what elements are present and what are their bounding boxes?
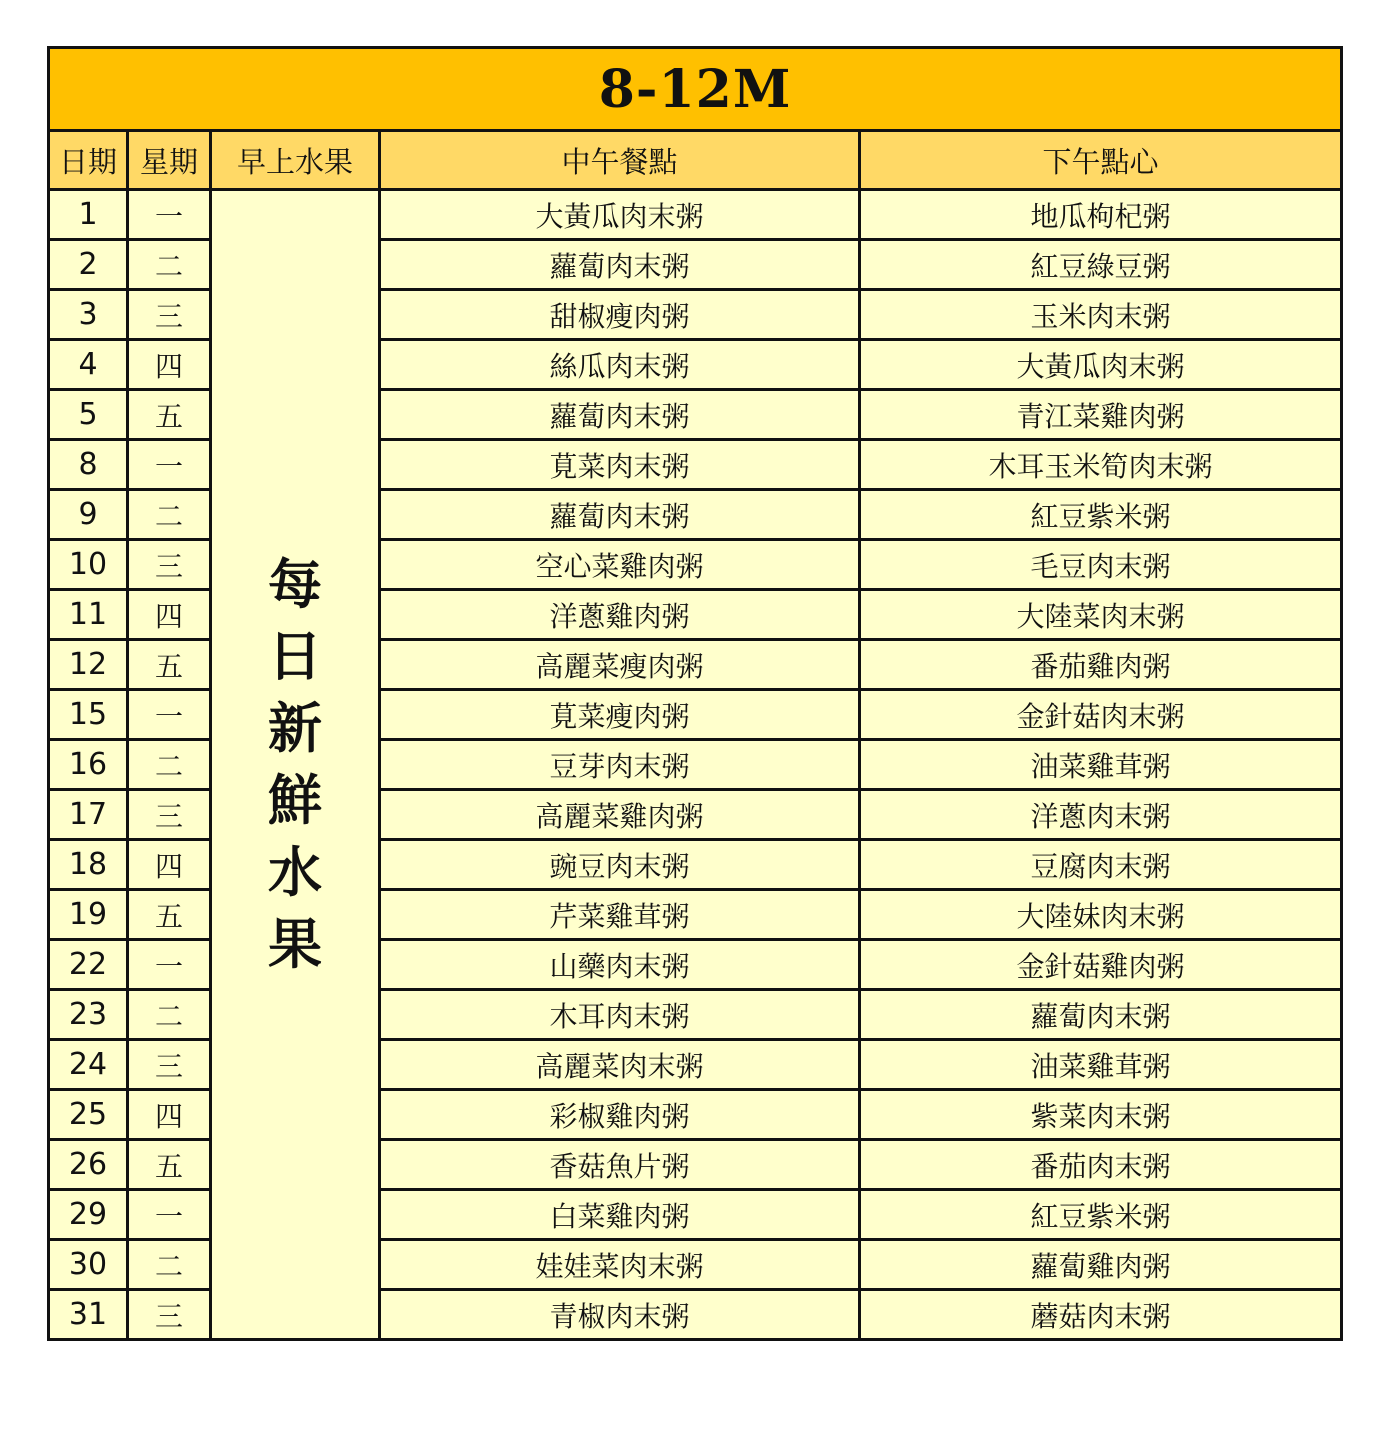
weekday-cell: 三 [128,1040,211,1090]
weekday-cell: 一 [128,1190,211,1240]
morning-fruit-cell [211,190,380,1340]
lunch-cell: 高麗菜瘦肉粥 [380,640,860,690]
date-cell: 10 [49,540,128,590]
morning-fruit-text: 每日新鮮水果 [268,552,322,976]
snack-cell: 紅豆綠豆粥 [860,240,1342,290]
weekday-cell: 二 [128,490,211,540]
snack-cell: 地瓜枸杞粥 [860,190,1342,240]
snack-cell: 豆腐肉末粥 [860,840,1342,890]
date-cell: 26 [49,1140,128,1190]
date-cell: 18 [49,840,128,890]
menu-title: 8-12M [49,48,1342,131]
lunch-cell: 山藥肉末粥 [380,940,860,990]
table-row [49,190,1342,240]
lunch-cell: 空心菜雞肉粥 [380,540,860,590]
date-cell: 2 [49,240,128,290]
snack-cell: 洋蔥肉末粥 [860,790,1342,840]
snack-cell: 木耳玉米筍肉末粥 [860,440,1342,490]
header-lunch: 中午餐點 [380,131,860,190]
header-row [49,131,1342,190]
lunch-cell: 大黃瓜肉末粥 [380,190,860,240]
lunch-cell: 青椒肉末粥 [380,1290,860,1340]
snack-cell: 紅豆紫米粥 [860,1190,1342,1240]
weekday-cell: 一 [128,940,211,990]
weekday-cell: 五 [128,1140,211,1190]
snack-cell: 大陸菜肉末粥 [860,590,1342,640]
snack-cell: 大陸妹肉末粥 [860,890,1342,940]
date-cell: 9 [49,490,128,540]
header-date: 日期 [49,131,128,190]
weekday-cell: 三 [128,1290,211,1340]
weekday-cell: 四 [128,1090,211,1140]
weekday-cell: 四 [128,590,211,640]
lunch-cell: 豌豆肉末粥 [380,840,860,890]
header-afternoon-snack: 下午點心 [860,131,1342,190]
lunch-cell: 白菜雞肉粥 [380,1190,860,1240]
lunch-cell: 木耳肉末粥 [380,990,860,1040]
menu-body [49,190,1342,1340]
date-cell: 3 [49,290,128,340]
date-cell: 22 [49,940,128,990]
snack-cell: 油菜雞茸粥 [860,1040,1342,1090]
weekday-cell: 三 [128,290,211,340]
date-cell: 8 [49,440,128,490]
lunch-cell: 彩椒雞肉粥 [380,1090,860,1140]
lunch-cell: 絲瓜肉末粥 [380,340,860,390]
weekday-cell: 三 [128,790,211,840]
snack-cell: 玉米肉末粥 [860,290,1342,340]
date-cell: 4 [49,340,128,390]
menu-table [47,46,1343,1341]
date-cell: 16 [49,740,128,790]
date-cell: 24 [49,1040,128,1090]
lunch-cell: 豆芽肉末粥 [380,740,860,790]
lunch-cell: 香菇魚片粥 [380,1140,860,1190]
lunch-cell: 蘿蔔肉末粥 [380,240,860,290]
date-cell: 11 [49,590,128,640]
date-cell: 31 [49,1290,128,1340]
lunch-cell: 娃娃菜肉末粥 [380,1240,860,1290]
header-weekday: 星期 [128,131,211,190]
weekday-cell: 二 [128,740,211,790]
date-cell: 17 [49,790,128,840]
lunch-cell: 高麗菜肉末粥 [380,1040,860,1090]
lunch-cell: 蘿蔔肉末粥 [380,390,860,440]
date-cell: 1 [49,190,128,240]
lunch-cell: 芹菜雞茸粥 [380,890,860,940]
lunch-cell: 甜椒瘦肉粥 [380,290,860,340]
lunch-cell: 蘿蔔肉末粥 [380,490,860,540]
date-cell: 12 [49,640,128,690]
weekday-cell: 三 [128,540,211,590]
lunch-cell: 莧菜瘦肉粥 [380,690,860,740]
snack-cell: 紫菜肉末粥 [860,1090,1342,1140]
date-cell: 15 [49,690,128,740]
snack-cell: 蘿蔔雞肉粥 [860,1240,1342,1290]
weekday-cell: 五 [128,890,211,940]
snack-cell: 蘑菇肉末粥 [860,1290,1342,1340]
date-cell: 25 [49,1090,128,1140]
weekday-cell: 四 [128,340,211,390]
snack-cell: 番茄肉末粥 [860,1140,1342,1190]
weekday-cell: 一 [128,440,211,490]
lunch-cell: 洋蔥雞肉粥 [380,590,860,640]
lunch-cell: 莧菜肉末粥 [380,440,860,490]
snack-cell: 青江菜雞肉粥 [860,390,1342,440]
snack-cell: 金針菇雞肉粥 [860,940,1342,990]
weekday-cell: 二 [128,240,211,290]
weekday-cell: 二 [128,1240,211,1290]
weekday-cell: 五 [128,640,211,690]
date-cell: 29 [49,1190,128,1240]
weekday-cell: 一 [128,190,211,240]
snack-cell: 油菜雞茸粥 [860,740,1342,790]
title-row [49,48,1342,131]
date-cell: 30 [49,1240,128,1290]
date-cell: 23 [49,990,128,1040]
weekday-cell: 四 [128,840,211,890]
date-cell: 19 [49,890,128,940]
weekday-cell: 五 [128,390,211,440]
snack-cell: 番茄雞肉粥 [860,640,1342,690]
header-morning-fruit: 早上水果 [211,131,380,190]
snack-cell: 毛豆肉末粥 [860,540,1342,590]
snack-cell: 蘿蔔肉末粥 [860,990,1342,1040]
lunch-cell: 高麗菜雞肉粥 [380,790,860,840]
date-cell: 5 [49,390,128,440]
weekday-cell: 二 [128,990,211,1040]
snack-cell: 金針菇肉末粥 [860,690,1342,740]
snack-cell: 紅豆紫米粥 [860,490,1342,540]
snack-cell: 大黃瓜肉末粥 [860,340,1342,390]
weekday-cell: 一 [128,690,211,740]
